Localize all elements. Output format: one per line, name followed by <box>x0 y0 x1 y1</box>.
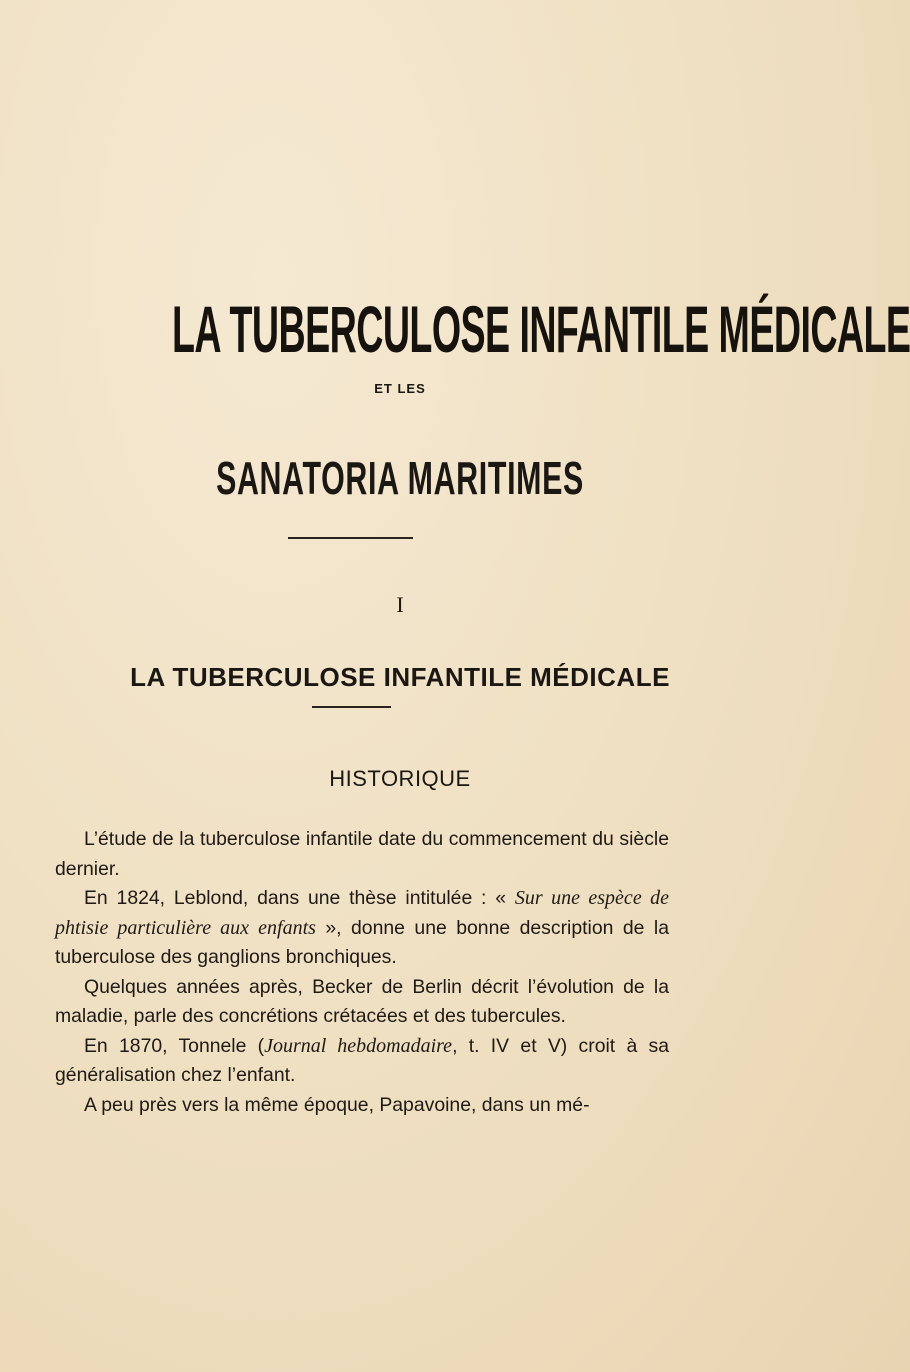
chapter-number: I <box>396 592 404 617</box>
paragraph-2 <box>55 884 669 973</box>
title-connector: ET LES <box>374 381 426 396</box>
paragraph-4-text-b: , t. IV et V) croit à sa généralisation chez l’enfant. <box>55 1034 670 1086</box>
paragraph-2-italic-title: Sur une espèce de phtisie particulière aux enfants <box>55 887 670 939</box>
paragraph-2-text-a: En 1824, Leblond, dans une thèse intitulée : « <box>84 887 515 909</box>
paragraph-3 <box>55 973 669 1032</box>
section-title: HISTORIQUE <box>329 766 471 791</box>
paragraph-4-text-a: En 1870, Tonnele ( <box>84 1034 265 1057</box>
paragraph-1-text: L’étude de la tuberculose infantile date du commencement du siècle dernier. <box>55 828 669 880</box>
body-text <box>55 825 669 1120</box>
paragraph-3-text: Quelques années après, Becker de Berlin décrit l’évolution de la maladie, parle des concrétions crétacées et des tubercules. <box>55 975 669 1027</box>
main-title: LA TUBERCULOSE INFANTILE MÉDICALE <box>172 292 910 366</box>
chapter-title: LA TUBERCULOSE INFANTILE MÉDICALE <box>130 662 670 692</box>
paragraph-5-text: A peu près vers la même époque, Papavoine, dans un mé- <box>84 1093 590 1116</box>
paragraph-1 <box>55 825 669 884</box>
subtitle: SANATORIA MARITIMES <box>216 452 584 504</box>
chapter-divider <box>312 706 391 708</box>
paragraph-4-italic-journal: Journal hebdomadaire <box>264 1034 453 1057</box>
paragraph-2-text-b: », donne une bonne description de la tuberculose des ganglions bronchiques. <box>55 916 669 968</box>
paragraph-4 <box>55 1032 669 1091</box>
paragraph-5 <box>55 1091 669 1121</box>
title-divider <box>288 537 413 539</box>
